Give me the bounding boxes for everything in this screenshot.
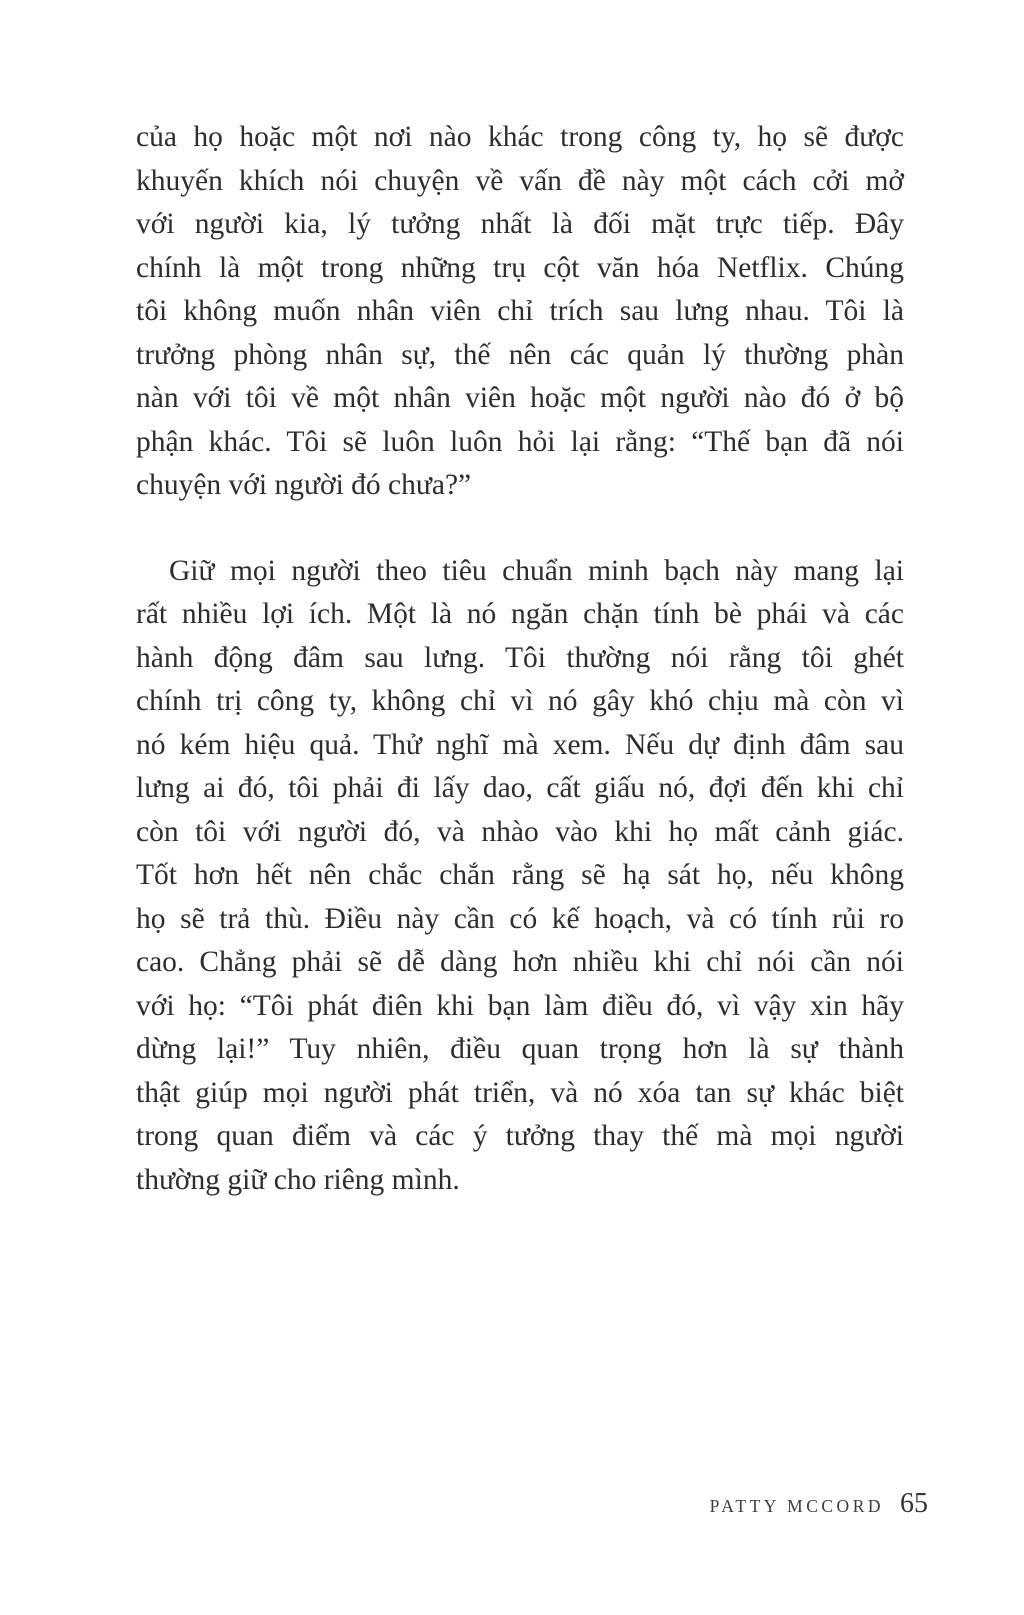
text-line: nàn với tôi về một nhân viên hoặc một người nào đó ở bộ	[136, 382, 904, 414]
text-line: họ sẽ trả thù. Điều này cần có kế hoạch, và có tính rủi ro	[136, 902, 904, 935]
text-line: thật giúp mọi người phát triển, và nó xóa tan sự khác biệt	[136, 1076, 904, 1109]
text-line: Tốt hơn hết nên chắc chắn rằng sẽ hạ sát họ, nếu không	[136, 859, 904, 891]
text-line: chính trị công ty, không chỉ vì nó gây khó chịu mà còn vì	[136, 685, 904, 717]
page-number: 65	[900, 1488, 928, 1519]
text-line: với họ: “Tôi phát điên khi bạn làm điều đó, vì vậy xin hãy	[136, 989, 904, 1022]
text-line: trưởng phòng nhân sự, thế nên các quản lý thường phàn	[136, 338, 904, 371]
text-line: chính là một trong những trụ cột văn hóa Netflix. Chúng	[136, 251, 904, 284]
text-line: hành động đâm sau lưng. Tôi thường nói rằng tôi ghét	[136, 641, 904, 674]
text-line: lưng ai đó, tôi phải đi lấy dao, cất giấu nó, đợi đến khi chỉ	[136, 772, 904, 804]
paragraph	[136, 116, 904, 508]
text-line: trong quan điểm và các ý tưởng thay thế mà mọi người	[136, 1120, 904, 1152]
running-footer-author: PATTY MCCORD	[709, 1496, 884, 1516]
text-line: tôi không muốn nhân viên chỉ trích sau lưng nhau. Tôi là	[136, 295, 904, 327]
page-footer	[710, 1488, 928, 1520]
text-line: nó kém hiệu quả. Thử nghĩ mà xem. Nếu dự định đâm sau	[136, 728, 904, 761]
text-line: phận khác. Tôi sẽ luôn luôn hỏi lại rằng: “Thế bạn đã nói	[136, 425, 904, 458]
text-line: thường giữ cho riêng mình.	[136, 1163, 460, 1196]
text-line: dừng lại!” Tuy nhiên, điều quan trọng hơn là sự thành	[136, 1033, 904, 1065]
text-line: rất nhiều lợi ích. Một là nó ngăn chặn tính bè phái và các	[136, 598, 904, 630]
text-line: với người kia, lý tưởng nhất là đối mặt trực tiếp. Đây	[136, 208, 904, 240]
paragraph	[136, 550, 904, 1203]
text-line: của họ hoặc một nơi nào khác trong công ty, họ sẽ được	[136, 121, 904, 153]
body-text	[136, 116, 904, 1202]
text-line: chuyện với người đó chưa?”	[136, 469, 472, 501]
text-line: cao. Chẳng phải sẽ dễ dàng hơn nhiều khi chỉ nói cần nói	[136, 946, 904, 978]
text-line: còn tôi với người đó, và nhào vào khi họ mất cảnh giác.	[136, 815, 904, 848]
text-line: Giữ mọi người theo tiêu chuẩn minh bạch này mang lại	[169, 554, 904, 587]
text-line: khuyến khích nói chuyện về vấn đề này một cách cởi mở	[136, 164, 904, 197]
